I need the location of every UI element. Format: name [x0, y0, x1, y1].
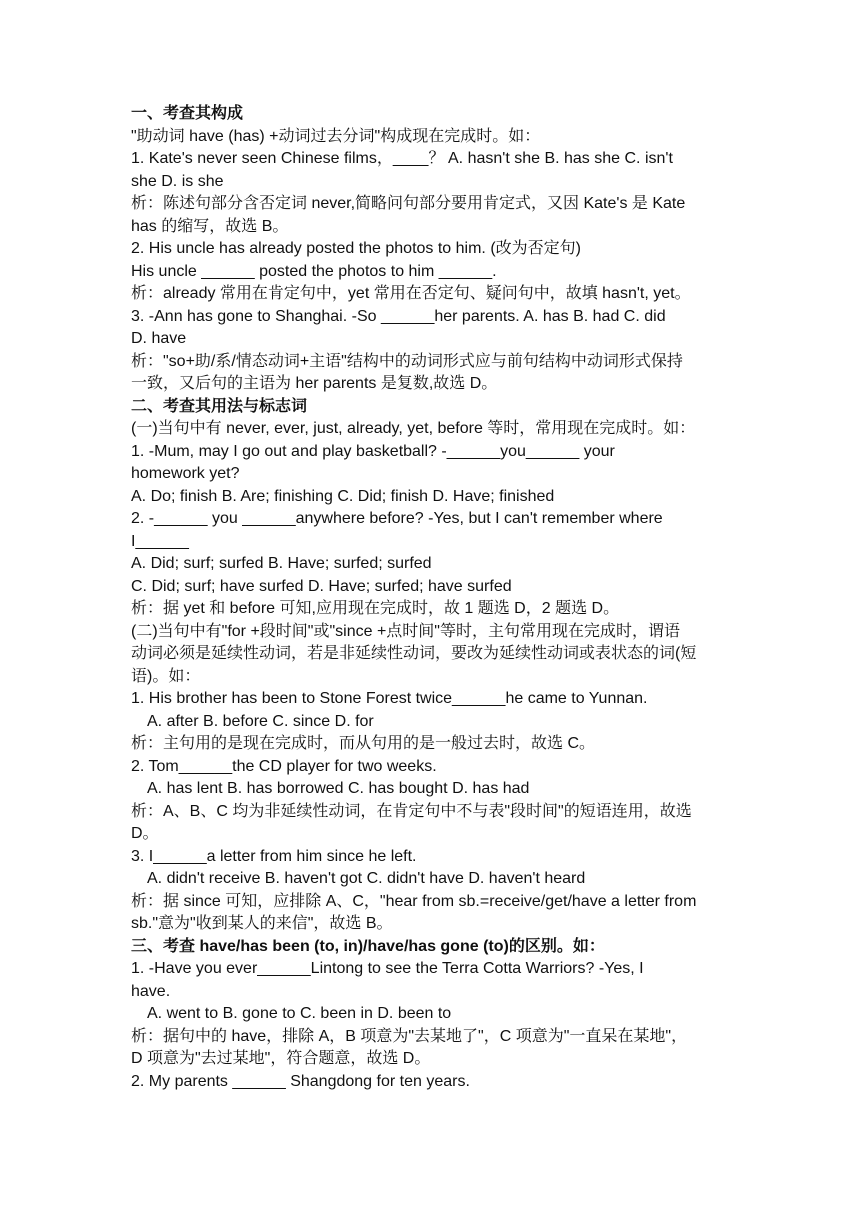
text-line: homework yet?	[131, 465, 240, 482]
text-line: 析：据 yet 和 before 可知,应用现在完成时，故 1 题选 D，2 题选 D。	[131, 600, 620, 617]
text-line: 1. -Mum, may I go out and play basketball? -______you______ your	[131, 442, 615, 460]
text-line: 1. -Have you ever______Lintong to see the Terra Cotta Warriors? -Yes, I	[131, 960, 644, 977]
text-line: I______	[131, 532, 189, 550]
text-line: A. has lent B. has borrowed C. has bought D. has had	[147, 780, 530, 797]
section-heading: 三、考查 have/has been (to, in)/have/has gone (to)的区别。如：	[131, 937, 605, 955]
text-line: have.	[131, 982, 171, 1000]
text-line: A. after B. before C. since D. for	[147, 712, 374, 730]
text-line: A. Did; surf; surfed B. Have; surfed; surfed	[131, 555, 432, 572]
text-line: C. Did; surf; have surfed D. Have; surfed; have surfed	[131, 577, 512, 595]
text-line: His uncle ______ posted the photos to him ______.	[131, 262, 497, 280]
text-line: 析：A、B、C 均为非延续性动词，在肯定句中不与表"段时间"的短语连用，故选	[131, 802, 692, 820]
text-line: 析：主句用的是现在完成时，而从句用的是一般过去时，故选 C。	[131, 735, 596, 752]
text-line: 析：据 since 可知，应排除 A、C，"hear from sb.=receive/get/have a letter from	[131, 892, 697, 910]
text-line: D. have	[131, 330, 187, 347]
text-line: D。	[131, 825, 159, 842]
text-line: 3. I______a letter from him since he left.	[131, 847, 417, 865]
text-line: A. went to B. gone to C. been in D. been to	[147, 1005, 452, 1022]
text-line: sb."意为"收到某人的来信"，故选 B。	[131, 915, 393, 932]
text-line: has 的缩写，故选 B。	[131, 217, 289, 235]
text-line: D 项意为"去过某地"，符合题意，故选 D。	[131, 1050, 431, 1067]
text-line: 1. His brother has been to Stone Forest twice______he came to Yunnan.	[131, 690, 648, 707]
text-line: she D. is she	[131, 172, 224, 190]
text-line: 析：陈述句部分含否定词 never,简略问句部分要用肯定式，又因 Kate's 是 Kate	[131, 195, 686, 212]
text-line: (二)当句中有"for +段时间"或"since +点时间"等时，主句常用现在完成时，谓语	[131, 622, 680, 640]
text-line: "助动词 have (has) +动词过去分词"构成现在完成时。如：	[131, 127, 541, 145]
text-line: 2. His uncle has already posted the photos to him. (改为否定句)	[131, 240, 581, 257]
text-line: 动词必须是延续性动词，若是非延续性动词，要改为延续性动词或表状态的词(短	[131, 645, 697, 662]
text-line: 1. Kate's never seen Chinese films，____？ A. hasn't she B. has she C. isn't	[131, 150, 673, 167]
section-heading: 二、考查其用法与标志词	[131, 397, 308, 415]
text-line: A. didn't receive B. haven't got C. didn't have D. haven't heard	[147, 870, 586, 887]
text-line: 2. My parents ______ Shangdong for ten years.	[131, 1072, 470, 1090]
text-line: 析："so+助/系/情态动词+主语"结构中的动词形式应与前句结构中动词形式保持	[131, 352, 683, 370]
text-line: (一)当句中有 never, ever, just, already, yet, before 等时，常用现在完成时。如：	[131, 420, 696, 437]
document-body	[131, 103, 735, 1093]
text-line: 析：already 常用在肯定句中，yet 常用在否定句、疑问句中，故填 hasn't, yet。	[131, 285, 691, 302]
text-line: 2. Tom______the CD player for two weeks.	[131, 757, 437, 775]
text-line: A. Do; finish B. Are; finishing C. Did; finish D. Have; finished	[131, 487, 555, 505]
section-heading: 一、考查其构成	[131, 105, 244, 122]
text-line: 一致，又后句的主语为 her parents 是复数,故选 D。	[131, 375, 498, 392]
text-line: 语)。如：	[131, 667, 201, 685]
text-line: 2. -______ you ______anywhere before? -Yes, but I can't remember where	[131, 510, 663, 527]
text-line: 3. -Ann has gone to Shanghai. -So ______her parents. A. has B. had C. did	[131, 307, 666, 325]
text-line: 析：据句中的 have，排除 A，B 项意为"去某地了"，C 项意为"一直呆在某地"，	[131, 1027, 688, 1045]
